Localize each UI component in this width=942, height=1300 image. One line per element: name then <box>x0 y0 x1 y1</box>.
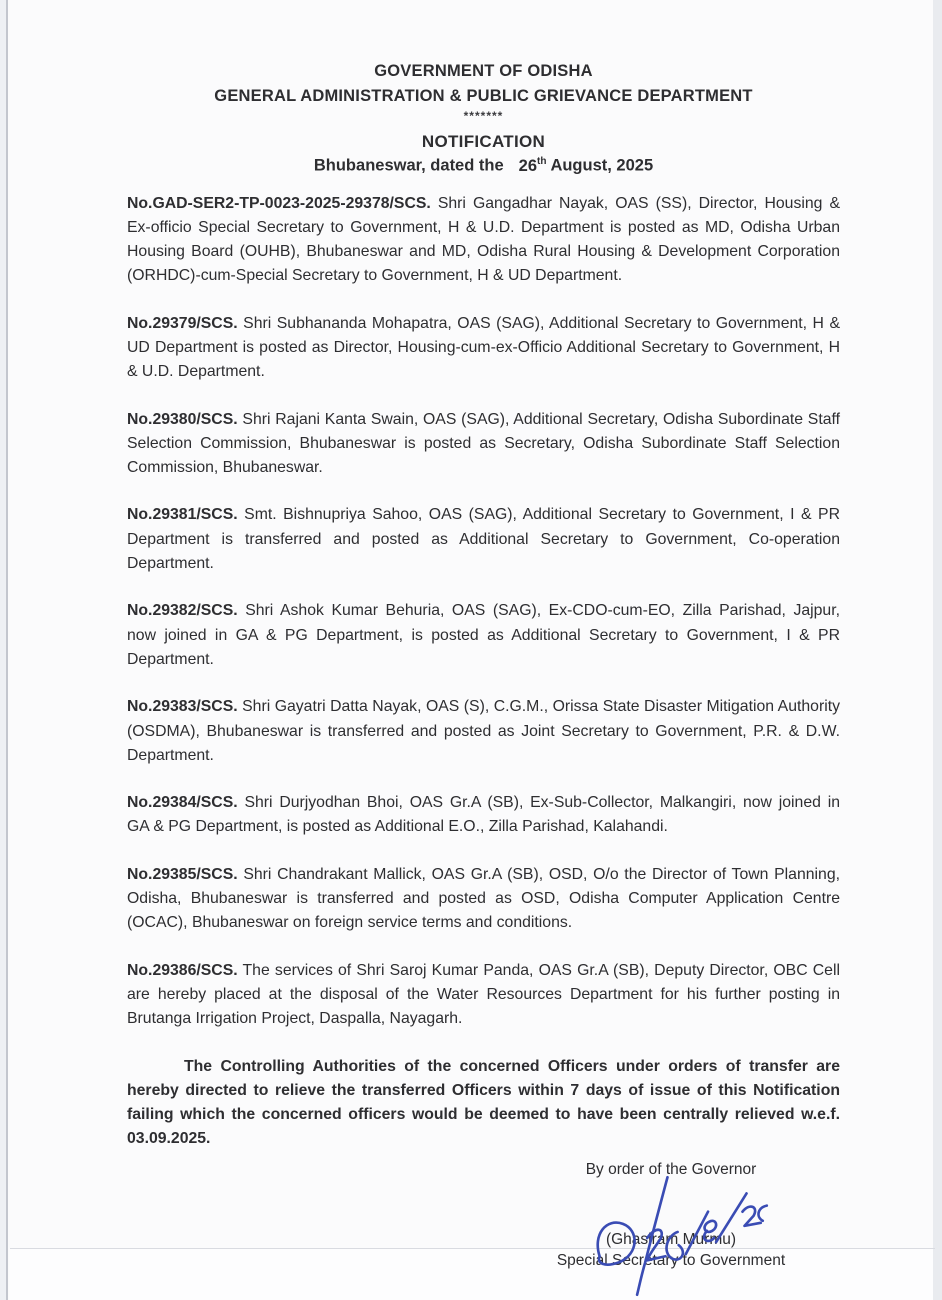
paragraph-ref: No.29384/SCS. <box>127 794 238 812</box>
dateline-ordinal: th <box>537 156 547 167</box>
paragraph-body: Smt. Bishnupriya Sahoo, OAS (SAG), Additional Secretary to Government, I & PR Department is transferred and posted as Additional Secretary to Government, Co-operation Department. <box>127 506 840 573</box>
paragraph-ref: No.29385/SCS. <box>127 865 238 883</box>
paragraph-body: Shri Gangadhar Nayak, OAS (SS), Director, Housing & Ex-officio Special Secretary to Government, H & U.D. Department is posted as MD, Odisha Urban Housing Board (OUHB), Bhubaneswar and MD, Odisha Rural Housing & Development Corporation (ORHDC)-cum-Special Secretary to Government, H & UD Department. <box>127 194 841 285</box>
closing-directive-paragraph: The Controlling Authorities of the concerned Officers under orders of transfer are hereby directed to relieve the transferred Officers within 7 days of issue of this Notification failing which the concerned officers would be deemed to have been centrally relieved w.e.f. 03.09.2025. <box>127 1057 840 1148</box>
notification-paragraph <box>127 959 840 1032</box>
notification-paragraph <box>127 695 840 768</box>
notification-paragraph <box>127 192 840 289</box>
dateline-rest: August, 2025 <box>546 156 654 175</box>
paragraph-body: Shri Durjyodhan Bhoi, OAS Gr.A (SB), Ex-Sub-Collector, Malkangiri, now joined in GA & PG Department, is posted as Additional E.O., Zilla Parishad, Kalahandi. <box>127 794 841 836</box>
paragraph-ref: No.29379/SCS. <box>127 314 238 332</box>
paragraph-ref: No.29382/SCS. <box>127 602 238 620</box>
paragraph-body: Shri Subhananda Mohapatra, OAS (SAG), Additional Secretary to Government, H & UD Department is posted as Director, Housing-cum-ex-Officio Additional Secretary to Government, H & U.D. Department. <box>127 314 840 381</box>
document-header <box>127 62 840 176</box>
scan-right-edge <box>933 0 942 1300</box>
paragraph-ref: No.29383/SCS. <box>127 698 238 716</box>
signature-block <box>502 1161 840 1270</box>
paragraph-body: Shri Rajani Kanta Swain, OAS (SAG), Additional Secretary, Odisha Subordinate Staff Selection Commission, Bhubaneswar is posted as Secretary, Odisha Subordinate Staff Selection Commission, Bhubaneswar. <box>127 410 840 477</box>
paragraph-body: Shri Ashok Kumar Behuria, OAS (SAG), Ex-CDO-cum-EO, Zilla Parishad, Jajpur, now joined in GA & PG Department, is posted as Additional Secretary to Government, I & PR Department. <box>127 602 840 668</box>
signatory-name: (Ghasiram Murmu) <box>605 1230 737 1248</box>
notification-paragraph <box>127 312 840 385</box>
signatory-designation: Special Secretary to Government <box>556 1251 786 1269</box>
government-title: GOVERNMENT OF ODISHA <box>374 62 593 80</box>
document-body <box>127 192 840 1270</box>
dateline-prefix: Bhubaneswar, dated the <box>313 156 504 175</box>
notification-paragraph <box>127 863 840 936</box>
paragraph-body: Shri Chandrakant Mallick, OAS Gr.A (SB), OSD, O/o the Director of Town Planning, Odisha, Bhubaneswar is transferred and posted as OSD, Odisha Computer Application Centre (OCAC), Bhubaneswar on foreign service terms and conditions. <box>127 865 840 932</box>
separator-stars: ******* <box>463 109 504 123</box>
by-order-text: By order of the Governor <box>585 1160 757 1178</box>
paragraph-ref: No.29381/SCS. <box>127 506 238 524</box>
notification-title: NOTIFICATION <box>421 132 546 151</box>
place-dateline <box>127 156 840 176</box>
paragraph-body: The services of Shri Saroj Kumar Panda, OAS Gr.A (SB), Deputy Director, OBC Cell are hereby placed at the disposal of the Water Resources Department for his further posting in Brutanga Irrigation Project, Daspalla, Nayagarh. <box>127 961 840 1028</box>
notification-paragraph <box>127 503 840 576</box>
notification-paragraph <box>127 599 840 672</box>
paragraph-body: Shri Gayatri Datta Nayak, OAS (S), C.G.M., Orissa State Disaster Mitigation Authority (OSDMA), Bhubaneswar is transferred and posted as Joint Secretary to Government, P.R. & D.W. Department. <box>127 698 840 764</box>
paragraph-ref: No.29380/SCS. <box>127 410 238 428</box>
paragraph-ref: No.29386/SCS. <box>127 961 238 979</box>
paragraph-ref: No.GAD-SER2-TP-0023-2025-29378/SCS. <box>127 194 431 212</box>
department-title: GENERAL ADMINISTRATION & PUBLIC GRIEVANCE DEPARTMENT <box>214 87 753 105</box>
document-content <box>127 62 840 1270</box>
dateline-day: 26 <box>518 156 538 175</box>
notification-paragraph <box>127 791 840 840</box>
scan-left-edge-line <box>6 0 8 1300</box>
notification-paragraph <box>127 408 840 481</box>
